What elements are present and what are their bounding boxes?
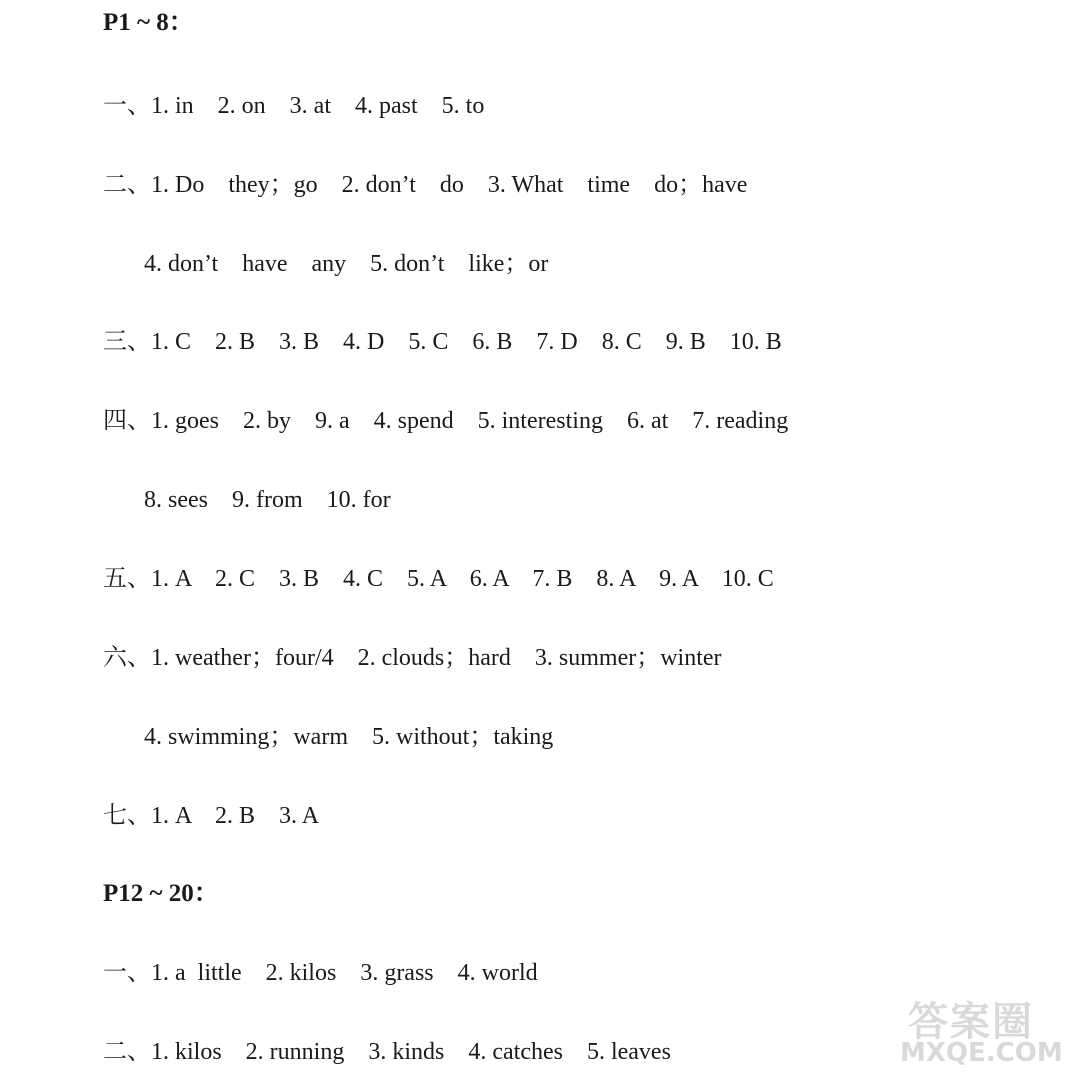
answer-line: 七、1. A 2. B 3. A (103, 803, 320, 829)
answer-line: 4. swimming；warm 5. without；taking (144, 724, 554, 750)
section-heading-p1-8: P1 ~ 8： (103, 9, 194, 36)
answer-line: 4. don’t have any 5. don’t like；or (144, 251, 549, 277)
answer-line: 二、1. Do they；go 2. don’t do 3. What time do；have (103, 172, 748, 198)
watermark-logo (900, 990, 1075, 1080)
watermark-text-bottom: MXQE.COM (900, 1038, 1063, 1068)
answer-line: 8. sees 9. from 10. for (144, 487, 391, 513)
answer-line: 一、1. a little 2. kilos 3. grass 4. world (103, 960, 538, 986)
section-heading-p12-20: P12 ~ 20： (103, 880, 219, 907)
answer-line: 五、1. A 2. C 3. B 4. C 5. A 6. A 7. B 8. A 9. A 10. C (103, 566, 774, 592)
answer-line: 四、1. goes 2. by 9. a 4. spend 5. interesting 6. at 7. reading (103, 408, 789, 434)
answer-line: 二、1. kilos 2. running 3. kinds 4. catches 5. leaves (103, 1039, 671, 1065)
watermark-text-top: 答案圈 (908, 999, 1034, 1045)
answer-line: 三、1. C 2. B 3. B 4. D 5. C 6. B 7. D 8. C 9. B 10. B (103, 329, 782, 355)
answer-line: 一、1. in 2. on 3. at 4. past 5. to (103, 93, 485, 119)
answer-line: 六、1. weather；four/4 2. clouds；hard 3. summer；winter (103, 645, 722, 671)
